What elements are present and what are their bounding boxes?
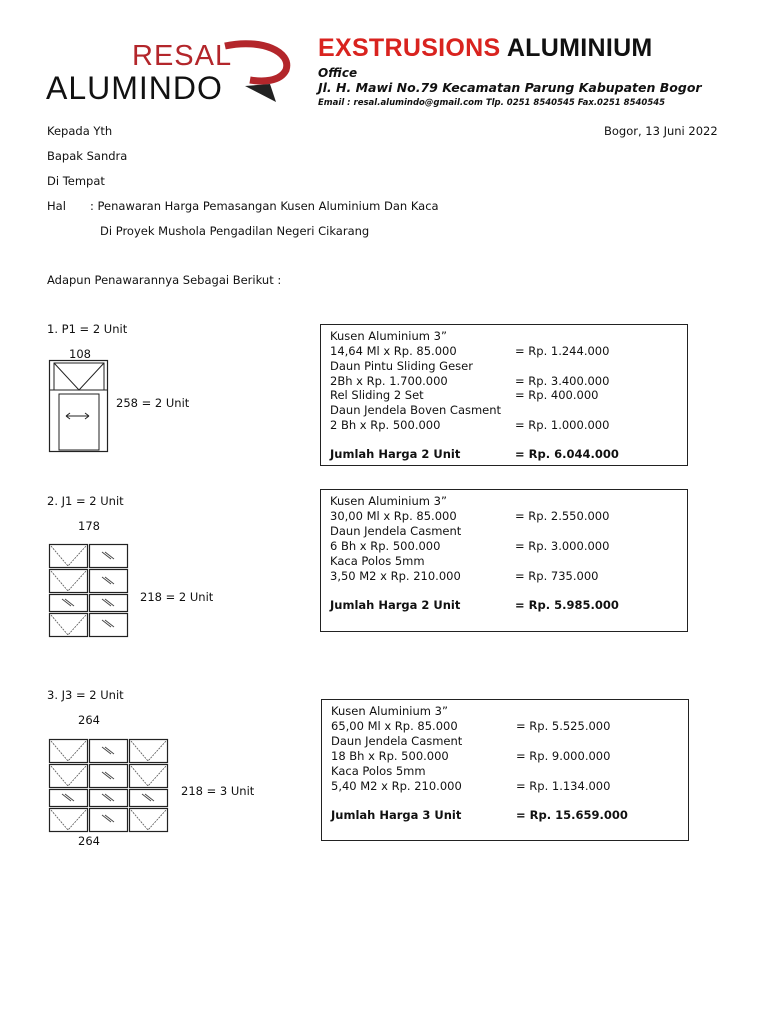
line-desc: Daun Pintu Sliding Geser (330, 359, 473, 373)
line-amount: = Rp. 1.134.000 (516, 779, 611, 793)
line-desc: 65,00 Ml x Rp. 85.000 (331, 719, 458, 733)
total-label: Jumlah Harga 2 Unit (330, 447, 461, 461)
line-desc: 5,40 M2 x Rp. 210.000 (331, 779, 462, 793)
line-desc: 18 Bh x Rp. 500.000 (331, 749, 449, 763)
logo-text-top: RESAL (132, 40, 233, 72)
item-height-label: 218 = 2 Unit (140, 590, 214, 604)
window-drawing-icon (49, 739, 171, 834)
line-desc: Kusen Aluminium 3” (331, 704, 448, 718)
recipient-line-3: Di Tempat (47, 174, 105, 188)
line-desc: Kusen Aluminium 3” (330, 329, 447, 343)
total-amount: = Rp. 15.659.000 (516, 808, 628, 822)
company-address: Jl. H. Mawi No.79 Kecamatan Parung Kabupaten Bogor (318, 80, 702, 95)
line-desc: 30,00 Ml x Rp. 85.000 (330, 509, 457, 523)
line-amount: = Rp. 735.000 (515, 569, 599, 583)
intro-text: Adapun Penawarannya Sebagai Berikut : (47, 273, 282, 287)
line-desc: Daun Jendela Casment (330, 524, 462, 538)
total-label: Jumlah Harga 2 Unit (330, 598, 461, 612)
line-amount: = Rp. 1.244.000 (515, 344, 610, 358)
item-width-label: 108 (69, 347, 91, 361)
window-drawing-icon (49, 544, 131, 639)
subject-line-1: : Penawaran Harga Pemasangan Kusen Aluminium Dan Kaca (90, 199, 439, 213)
subject-line-2: Di Proyek Mushola Pengadilan Negeri Cikarang (100, 224, 370, 238)
company-name-black: ALUMINIUM (506, 34, 653, 62)
line-desc: Kaca Polos 5mm (330, 554, 425, 568)
item-width-label: 178 (78, 519, 100, 533)
item-width-label: 264 (78, 713, 100, 727)
line-desc: 2Bh x Rp. 1.700.000 (330, 374, 448, 388)
item-heading: 3. J3 = 2 Unit (47, 688, 124, 702)
line-amount: = Rp. 5.525.000 (516, 719, 611, 733)
line-amount: = Rp. 9.000.000 (516, 749, 611, 763)
price-box (320, 324, 688, 466)
line-amount: = Rp. 3.400.000 (515, 374, 610, 388)
line-desc: Kusen Aluminium 3” (330, 494, 447, 508)
recipient-line-2: Bapak Sandra (47, 149, 128, 163)
company-contact: Email : resal.alumindo@gmail.com Tlp. 0251 8540545 Fax.0251 8540545 (318, 98, 666, 108)
line-desc: Rel Sliding 2 Set (330, 388, 424, 402)
line-desc: 2 Bh x Rp. 500.000 (330, 418, 441, 432)
logo-text-bottom: ALUMINDO (46, 70, 223, 106)
price-box (320, 489, 688, 632)
line-desc: Kaca Polos 5mm (331, 764, 426, 778)
item-height-label: 218 = 3 Unit (181, 784, 255, 798)
total-label: Jumlah Harga 3 Unit (331, 808, 462, 822)
recipient-line-1: Kepada Yth (47, 124, 113, 138)
line-desc: 6 Bh x Rp. 500.000 (330, 539, 441, 553)
line-desc: 14,64 Ml x Rp. 85.000 (330, 344, 457, 358)
line-amount: = Rp. 1.000.000 (515, 418, 610, 432)
line-desc: 3,50 M2 x Rp. 210.000 (330, 569, 461, 583)
subject-label: Hal (47, 199, 66, 213)
company-name-red: EXSTRUSIONS (318, 34, 501, 62)
line-desc: Daun Jendela Casment (331, 734, 463, 748)
total-amount: = Rp. 5.985.000 (515, 598, 619, 612)
line-amount: = Rp. 400.000 (515, 388, 599, 402)
price-box (321, 699, 689, 841)
item-height-label: 258 = 2 Unit (116, 396, 190, 410)
office-label: Office (318, 66, 358, 80)
item-heading: 2. J1 = 2 Unit (47, 494, 124, 508)
item-heading: 1. P1 = 2 Unit (47, 322, 128, 336)
line-desc: Daun Jendela Boven Casment (330, 403, 502, 417)
total-amount: = Rp. 6.044.000 (515, 447, 619, 461)
line-amount: = Rp. 2.550.000 (515, 509, 610, 523)
item-width-label-bottom: 264 (78, 834, 100, 848)
door-drawing-icon (49, 360, 119, 460)
line-amount: = Rp. 3.000.000 (515, 539, 610, 553)
company-name (318, 34, 653, 63)
place-date: Bogor, 13 Juni 2022 (604, 124, 718, 138)
